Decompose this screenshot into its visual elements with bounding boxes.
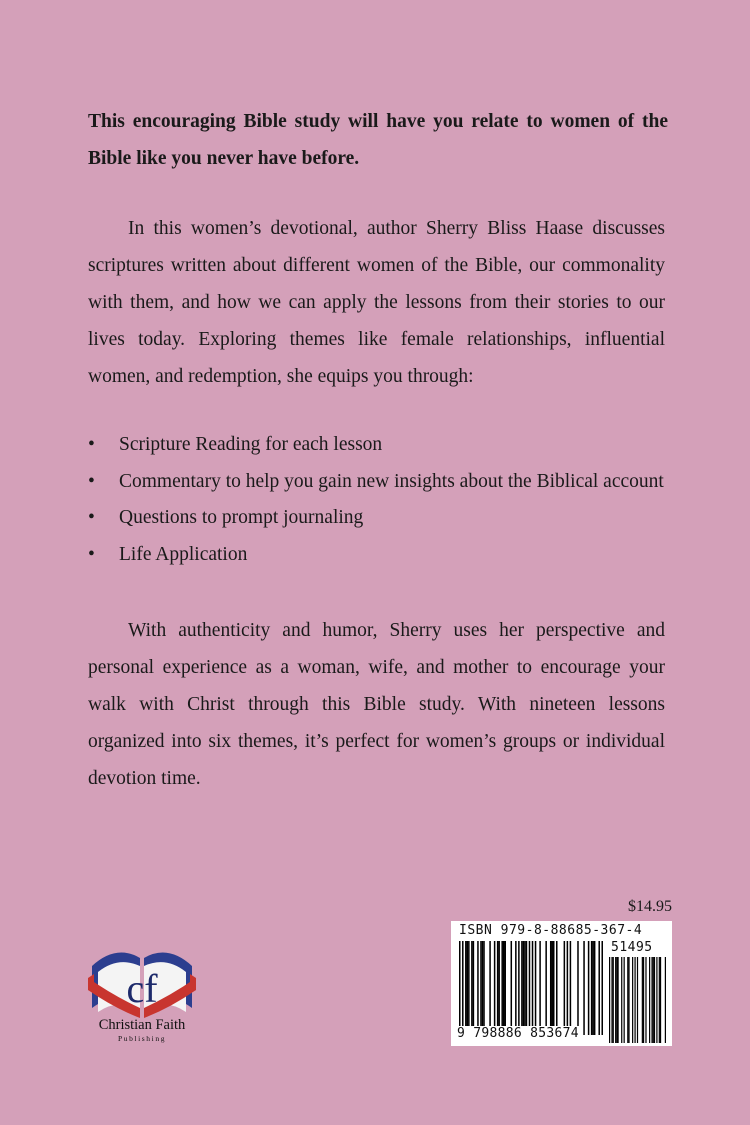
barcode-bar xyxy=(477,941,479,1035)
barcode-bar xyxy=(611,957,612,1043)
barcode-bar xyxy=(535,941,537,1035)
barcode-bar xyxy=(617,957,618,1043)
barcode-bar xyxy=(551,941,553,1035)
feature-list xyxy=(88,427,688,573)
list-item-text: Scripture Reading for each lesson xyxy=(119,434,383,455)
barcode-bar xyxy=(482,941,484,1035)
barcode-bar xyxy=(550,941,552,1035)
barcode-bar xyxy=(532,941,534,1035)
barcode-bar xyxy=(539,941,541,1035)
barcode-bar xyxy=(577,941,579,1035)
barcode-bar xyxy=(642,957,643,1043)
barcode-bar xyxy=(583,941,585,1035)
barcode-addon-number: 51495 xyxy=(611,940,653,955)
barcode-bar xyxy=(498,941,500,1035)
barcode-bar xyxy=(468,941,470,1035)
barcode-bar xyxy=(654,957,655,1043)
bullet-marker: • xyxy=(88,543,95,565)
barcode-bar xyxy=(659,957,660,1043)
barcode-bar xyxy=(521,941,523,1035)
list-item-text: Life Application xyxy=(119,543,248,565)
barcode-bar xyxy=(564,941,566,1035)
publisher-sub: Publishing xyxy=(117,1034,167,1043)
barcode-bar xyxy=(524,941,526,1035)
barcode-bar xyxy=(503,941,505,1035)
description-paragraph-2: With authenticity and humor, Sherry uses her perspective and personal experience as a woman, wife, and mother to encourage your walk with Christ through this Bible study. With nineteen lessons organized into six themes, it’s perfect for women’s groups or individual devotion time. xyxy=(88,620,665,789)
isbn-barcode xyxy=(451,921,672,1046)
barcode-bar xyxy=(483,941,485,1035)
bullet-marker: • xyxy=(88,434,95,455)
barcode-bar xyxy=(624,957,625,1043)
barcode-bar xyxy=(592,941,594,1035)
barcode-bar xyxy=(471,941,473,1035)
list-item xyxy=(88,537,688,574)
barcode-bar xyxy=(649,957,650,1043)
barcode-bar xyxy=(628,957,629,1043)
barcode-bar xyxy=(518,941,520,1035)
barcode-bar xyxy=(556,941,558,1035)
logo-letters: cf xyxy=(126,966,158,1011)
bullet-marker: • xyxy=(88,470,95,492)
list-item xyxy=(88,464,688,501)
barcode-bar xyxy=(637,957,638,1043)
barcode-bar xyxy=(613,957,614,1043)
barcode-bar xyxy=(645,957,646,1043)
barcode-bar xyxy=(651,957,652,1043)
barcode-bar xyxy=(553,941,555,1035)
barcode-bar xyxy=(570,941,572,1035)
ean-barcode-bars xyxy=(459,941,603,1035)
list-item-text: Questions to prompt journaling xyxy=(119,507,364,528)
barcode-bar xyxy=(511,941,513,1035)
barcode-bar xyxy=(594,941,596,1035)
barcode-bar xyxy=(601,941,603,1035)
barcode-bar xyxy=(615,957,616,1043)
barcode-bar xyxy=(588,941,590,1035)
barcode-bar xyxy=(591,941,593,1035)
isbn-label: ISBN 979-8-88685-367-4 xyxy=(459,923,643,938)
bullet-marker: • xyxy=(88,507,95,528)
barcode-bar xyxy=(665,957,666,1043)
barcode-bar xyxy=(494,941,496,1035)
barcode-bar xyxy=(459,941,461,1035)
barcode-bar xyxy=(467,941,469,1035)
barcode-bar xyxy=(462,941,464,1035)
barcode-bar xyxy=(609,957,610,1043)
barcode-bar xyxy=(501,941,503,1035)
publisher-logo xyxy=(80,938,204,1048)
barcode-bar xyxy=(480,941,482,1035)
barcode-bar xyxy=(567,941,569,1035)
headline: This encouraging Bible study will have you relate to women of the Bible like you never have before. xyxy=(88,111,668,169)
barcode-bar xyxy=(465,941,467,1035)
barcode-bar xyxy=(545,941,547,1035)
barcode-bar xyxy=(621,957,622,1043)
barcode-bar xyxy=(660,957,661,1043)
barcode-bar xyxy=(515,941,517,1035)
price-label: $14.95 xyxy=(628,898,672,915)
list-item xyxy=(88,500,688,537)
barcode-bar xyxy=(616,957,617,1043)
barcode-bar xyxy=(656,957,657,1043)
barcode-bar xyxy=(497,941,499,1035)
ean-digits: 9 798886 853674 xyxy=(457,1026,579,1041)
barcode-bar xyxy=(504,941,506,1035)
barcode-bar xyxy=(529,941,531,1035)
barcode-bar xyxy=(598,941,600,1035)
description-paragraph-1: In this women’s devotional, author Sherry Bliss Haase discusses scriptures written about different women of the Bible, our commonality with them, and how we can apply the lessons from their stories to our lives today. Exploring themes like female relationships, influential women, and redemption, she equips you through: xyxy=(88,218,665,387)
list-item-text: Commentary to help you gain new insights about the Biblical account xyxy=(119,470,664,492)
list-item xyxy=(88,427,688,464)
open-book-icon xyxy=(82,938,202,1020)
barcode-bar xyxy=(653,957,654,1043)
barcode-bar xyxy=(627,957,628,1043)
barcode-bar xyxy=(523,941,525,1035)
barcode-bar xyxy=(489,941,491,1035)
barcode-bar xyxy=(643,957,644,1043)
publisher-name: Christian Faith xyxy=(98,1017,186,1033)
barcode-bar xyxy=(473,941,475,1035)
barcode-bar xyxy=(634,957,635,1043)
barcode-bar xyxy=(632,957,633,1043)
addon-barcode-bars xyxy=(609,957,666,1043)
barcode-bar xyxy=(526,941,528,1035)
